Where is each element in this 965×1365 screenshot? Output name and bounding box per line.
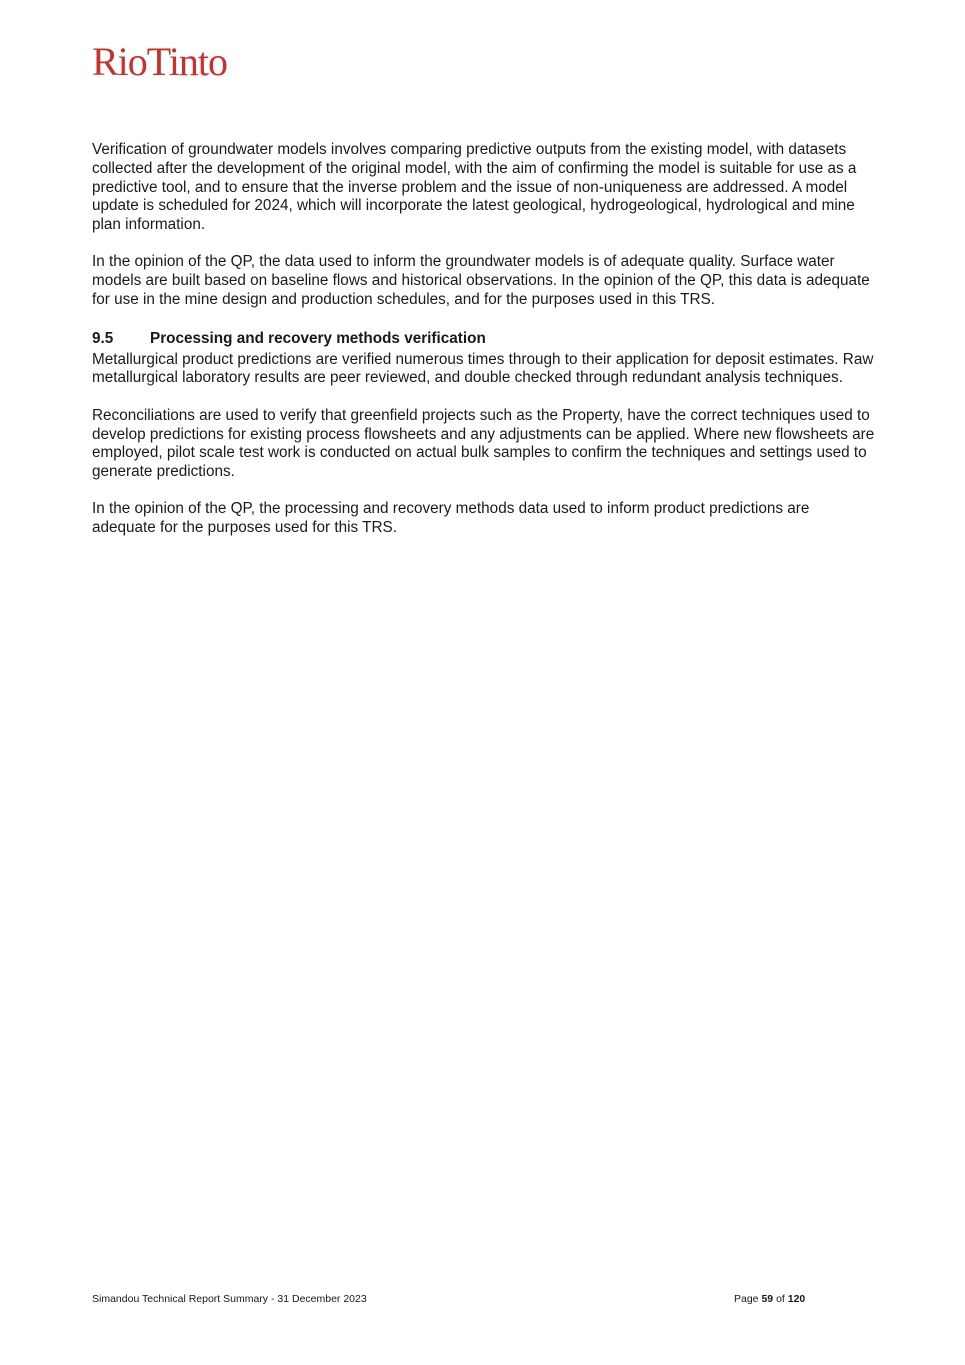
section-title: Processing and recovery methods verification (150, 329, 486, 347)
paragraph: In the opinion of the QP, the processing and recovery methods data used to inform product predictions are adequate for the purposes used for this TRS. (92, 500, 810, 537)
of-label: of (776, 1293, 785, 1305)
paragraph: Verification of groundwater models involves comparing predictive outputs from the existing model, with datasets collected after the development of the original model, with the aim of confirming the model is suitable for use as a predictive tool, and to ensure that the inverse problem and the issue of non-uniqueness are addressed. A model update is scheduled for 2024, which will incorporate the latest geological, hydrogeological, hydrological and mine plan information. (92, 141, 857, 234)
page-label: Page (734, 1293, 759, 1305)
footer-report-title: Simandou Technical Report Summary - 31 December 2023 (92, 1293, 367, 1305)
current-page: 59 (761, 1293, 774, 1305)
section-heading (92, 330, 877, 349)
company-logo: RioTinto (92, 39, 228, 84)
paragraph: Metallurgical product predictions are verified numerous times through to their application for deposit estimates. Raw metallurgical laboratory results are peer reviewed, and double checked through redundant analysis techniques. (92, 350, 874, 387)
section-number: 9.5 (92, 329, 114, 347)
footer-page-number (734, 1293, 805, 1306)
total-pages: 120 (787, 1293, 806, 1305)
paragraph: Reconciliations are used to verify that greenfield projects such as the Property, have the correct techniques used to develop predictions for existing process flowsheets and any adjustments can be applied. Where new flowsheets are employed, pilot scale test work is conducted on actual bulk samples to confirm the techniques and settings used to generate predictions. (92, 406, 875, 481)
paragraph: In the opinion of the QP, the data used to inform the groundwater models is of adequate quality. Surface water models are built based on baseline flows and historical observations. In the opinion of the QP, this data is adequate for use in the mine design and production schedules, and for the purposes used in this TRS. (92, 253, 870, 309)
page-content (92, 141, 877, 557)
